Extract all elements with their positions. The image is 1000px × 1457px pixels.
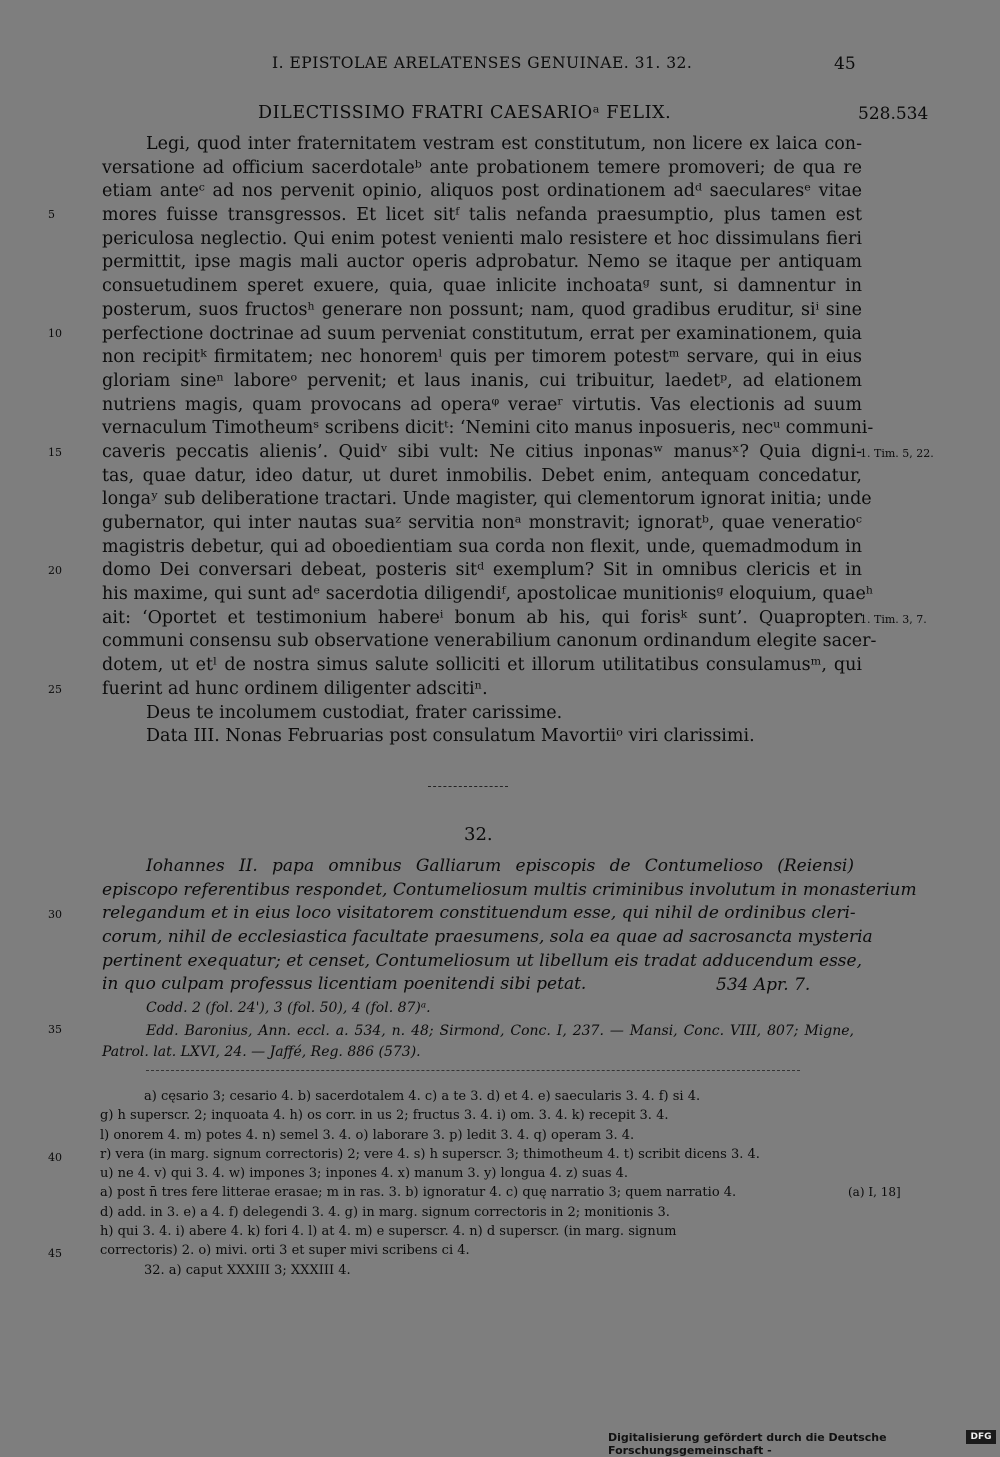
line-number: 10 (48, 327, 62, 340)
codices-note: Codd. 2 (fol. 24'), 3 (fol. 50), 4 (fol. 87)ᵃ. (146, 1000, 431, 1016)
line-number: 20 (48, 564, 62, 577)
footnote-rule (146, 1070, 800, 1071)
footnote-line: a) post n̄ tres fere litterae erasae; m in ras. 3. b) ignoratur 4. c) quę narratio 3; quem narratio 4. (100, 1185, 737, 1201)
letter-date-margin: 528.534 (858, 104, 929, 124)
editions-note (102, 1021, 854, 1063)
text-line: his maxime, qui sunt adᵉ sacerdotia diligendiᶠ, apostolicae munitionisᵍ eloquium, quaeʰ (102, 584, 874, 605)
text-line: gubernator, qui inter nautas suaᶻ servitia nonᵃ monstravit; ignoratᵇ, quae veneratioᶜ (102, 513, 862, 533)
line-number: 5 (48, 208, 55, 221)
valediction: Deus te incolumem custodiat, frater carissime. (146, 702, 563, 723)
editions-line: Patrol. lat. LXVI, 24. — Jaffé, Reg. 886 (573). (102, 1044, 421, 1060)
text-line: nutriens magis, quam provocans ad operaᵠ veraeʳ virtutis. Vas electionis ad suum (102, 394, 862, 415)
summary-line: corum, nihil de ecclesiastica facultate praesumens, sola ea quae ad sacrosancta mysteria (102, 927, 873, 948)
footnote-line: a) cęsario 3; cesario 4. b) sacerdotalem 4. c) a te 3. d) et 4. e) saecularis 3. 4. f) si 4. (144, 1089, 701, 1104)
text-line: magistris debetur, qui ad oboedientiam sua corda non flexit, unde, quemadmodum in (102, 536, 862, 557)
text-line: tas, quae datur, ideo datur, ut duret inmobilis. Debet enim, antequam concedatur, (102, 465, 862, 486)
text-line: non recipitᵏ firmitatem; nec honoremˡ quis per timorem potestᵐ servare, qui in eius (102, 347, 862, 368)
footnote-line: h) qui 3. 4. i) abere 4. k) fori 4. l) at 4. m) e superscr. 4. n) d superscr. (in marg. signum (100, 1224, 677, 1240)
document-date: 534 Apr. 7. (716, 975, 811, 995)
text-line: perfectione doctrinae ad suum perveniat constitutum, errat per examinationem, quia (102, 323, 862, 344)
letter-heading: DILECTISSIMO FRATRI CAESARIOᵃ FELIX. (258, 103, 672, 123)
summary-line: in quo culpam professus licentiam poenitendi sibi petat. (102, 974, 587, 995)
summary-line: episcopo referentibus respondet, Contumeliosum multis criminibus involutum in monasterium (102, 879, 917, 900)
text-line: posterum, suos fructosʰ generare non possunt; nam, quod gradibus eruditur, siⁱ sine (102, 299, 862, 320)
footnote-line: d) add. in 3. e) a 4. f) delegendi 3. 4. g) in marg. signum correctoris in 2; monitionis 3. (100, 1204, 670, 1220)
text-line: ait: ‘Oportet et testimonium habereⁱ bonum ab his, qui forisᵏ sunt’. Quapropter (102, 607, 862, 628)
footnote-line: l) onorem 4. m) potes 4. n) semel 3. 4. o) laborare 3. p) ledit 3. 4. q) operam 3. 4. (100, 1127, 635, 1143)
line-number: 35 (48, 1023, 62, 1036)
line-number: 30 (48, 908, 62, 921)
text-line: longaʸ sub deliberatione tractari. Unde magister, qui clementorum ignorat initia; unde (102, 489, 872, 510)
editions-line: Edd. Baronius, Ann. eccl. a. 534, n. 48; Sirmond, Conc. I, 237. — Mansi, Conc. VIII, 807; Migne, (146, 1023, 854, 1039)
text-line: permittit, ipse magis mali auctor operis adprobatur. Nemo se itaque per antiquam (102, 252, 862, 273)
footnote-line: r) vera (in marg. signum correctoris) 2; vere 4. s) h superscr. 3; thimotheum 4. t) scribit dicens 3. 4. (100, 1146, 760, 1162)
page-header (0, 54, 1000, 80)
text-line: etiam anteᶜ ad nos pervenit opinio, aliquos post ordinationem adᵈ saecularesᵉ vitae (102, 181, 862, 202)
text-line: fuerint ad hunc ordinem diligenter adscitiⁿ. (102, 678, 488, 699)
text-line: consuetudinem speret exuere, quia, quae inlicite inchoataᵍ sunt, si damnentur in (102, 276, 862, 297)
line-number: 45 (48, 1247, 62, 1260)
page-number: 45 (834, 54, 856, 74)
text-line: domo Dei conversari debeat, posteris sitᵈ exemplum? Sit in omnibus clericis et in (102, 560, 862, 581)
bracket-note: (a) I, 18] (848, 1185, 901, 1199)
text-line: mores fuisse transgressos. Et licet sitᶠ talis nefanda praesumptio, plus tamen est (102, 205, 862, 226)
footnote-line: u) ne 4. v) qui 3. 4. w) impones 3; inpones 4. x) manum 3. y) longua 4. z) suas 4. (100, 1166, 629, 1182)
text-line: gloriam sineⁿ laboreᵒ pervenit; et laus inanis, cui tribuitur, laedetᵖ, ad elationem (102, 370, 862, 391)
margin-scripture-ref: 1. Tim. 3, 7. (860, 613, 927, 626)
text-line: caveris peccatis alienis’. Quidᵛ sibi vult: Ne citius inponasʷ manusˣ? Quia digni- (102, 441, 862, 462)
line-number: 15 (48, 446, 62, 459)
footnote-line: correctoris) 2. o) mivi. orti 3 et super mivi scribens ci 4. (100, 1243, 470, 1259)
text-line: communi consensu sub observatione venerabilium canonum ordinandum elegite sacer- (102, 631, 877, 652)
line-number: 40 (48, 1151, 62, 1164)
footnotes (100, 1087, 860, 1280)
document-number: 32. (464, 824, 493, 845)
margin-scripture-ref: 1. Tim. 5, 22. (860, 447, 934, 460)
text-line: periculosa neglectio. Qui enim potest venienti malo resistere et hoc dissimulans fieri (102, 228, 862, 249)
footnote-line: g) h superscr. 2; inquoata 4. h) os corr. in us 2; fructus 3. 4. i) om. 3. 4. k) recepit 3. 4. (100, 1108, 669, 1124)
line-number: 25 (48, 683, 62, 696)
dfg-logo-icon: DFG (966, 1430, 996, 1444)
text-line: Legi, quod inter fraternitatem vestram est constitutum, non licere ex laica con- (146, 134, 862, 154)
summary-line: Iohannes II. papa omnibus Galliarum episcopis de Contumelioso (Reiensi) (146, 856, 854, 876)
footnote-line: 32. a) caput XXXIII 3; XXXIII 4. (144, 1262, 351, 1278)
summary-line: relegandum et in eius loco visitatorem constituendum esse, qui nihil de ordinibus cleri- (102, 903, 856, 924)
text-line: versatione ad officium sacerdotaleᵇ ante probationem temere promoveri; de qua re (102, 157, 862, 178)
dating-clause: Data III. Nonas Februarias post consulatum Mavortiiᵒ viri clarissimi. (146, 726, 755, 747)
digitization-banner: Digitalisierung gefördert durch die Deutsche Forschungsgemeinschaft - (608, 1431, 887, 1457)
separator-rule (428, 786, 508, 787)
letter-body (102, 133, 877, 749)
text-line: dotem, ut etˡ de nostra simus salute solliciti et illorum utilitatibus consulamusᵐ, qui (102, 655, 862, 676)
summary-line: pertinent exequatur; et censet, Contumeliosum ut libellum eis tradat adducendum esse, (102, 950, 862, 971)
running-title: I. EPISTOLAE ARELATENSES GENUINAE. 31. 32. (272, 54, 693, 72)
text-line: vernaculum Timotheumˢ scribens dicitᵗ: ‘Nemini cito manus inposueris, necᵘ communi- (102, 418, 874, 439)
